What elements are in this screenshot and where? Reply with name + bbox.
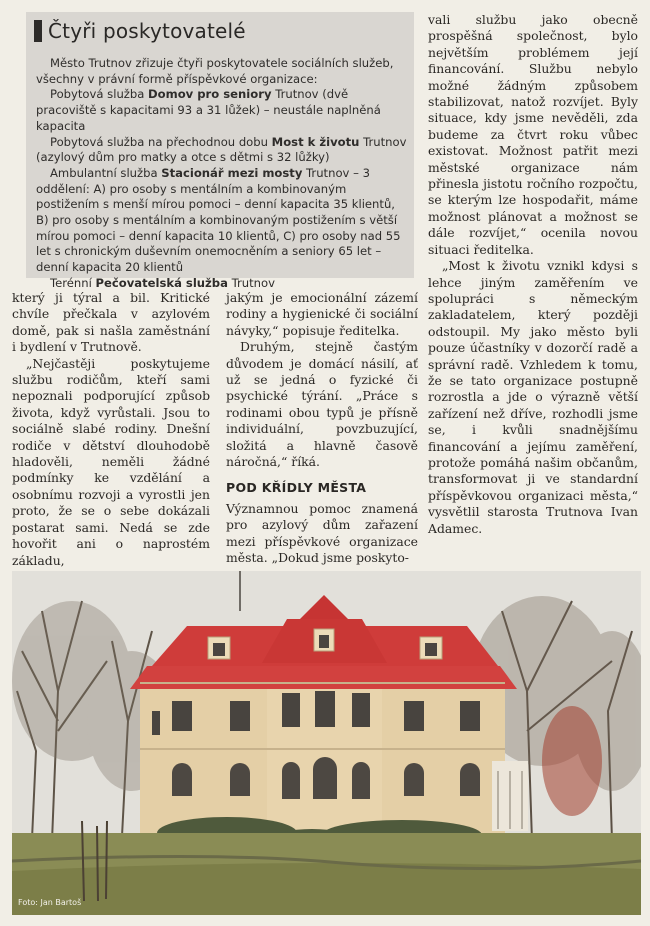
building-photo bbox=[12, 571, 641, 915]
paragraph: jakým je emocionální zázemí rodiny a hygienické či sociální návyky,“ popisuje ředitelka. bbox=[226, 290, 418, 338]
article-column-middle bbox=[226, 290, 418, 567]
paragraph: Významnou pomoc znamená pro azylový dům zařazení mezi příspěvkové organizace města. „Dokud jsme poskyto- bbox=[226, 500, 418, 566]
title-marker bbox=[34, 20, 42, 42]
info-box-body bbox=[36, 56, 408, 292]
paragraph: „Nejčastěji poskytujeme službu rodičům, kteří sami nepoznali podporující způsob života, když vyrůstali. Jsou to sociálně slabé rodiny. Dnešní rodiče v dětství dlouhodobě hladověli, neměli žádné podmínky ke vzdělání a osobnímu rozvoji a vyrostli jen proto, že se o sebe dokázali postarat sami. Nedá se zde hovořit ani o naprostém základu, bbox=[12, 355, 210, 568]
photo-credit: Foto: Jan Bartoš bbox=[18, 898, 82, 907]
section-subheading: POD KŘÍDLY MĚSTA bbox=[226, 480, 367, 496]
provider-item: Ambulantní služba Stacionář mezi mosty Trutnov – 3 oddělení: A) pro osoby s mentálním a kombinovaným postižením s menší mírou pomoci – denní kapacita 35 klientů, B) pro osoby s mentálním a kombinovaným postižením s větší mírou pomoci – denní kapacita 10 klientů, C) pro osoby nad 55 let s chronickým duševním onemocněním a seniory 65 let – denní kapacita 20 klientů bbox=[36, 165, 401, 275]
provider-name: Pečovatelská služba bbox=[95, 275, 228, 290]
info-box-intro: Město Trutnov zřizuje čtyři poskytovatele sociálních služeb, všechny v právní formě příspěvkové organizace: bbox=[36, 56, 394, 86]
provider-name: Stacionář mezi mosty bbox=[161, 165, 303, 180]
article-column-right bbox=[428, 12, 638, 537]
info-box-heading: Čtyři poskytovatelé bbox=[48, 19, 246, 43]
provider-item: Pobytová služba na přechodnou dobu Most k životu Trutnov (azylový dům pro matky a otce s dětmi s 32 lůžky) bbox=[36, 134, 407, 165]
article-column-left bbox=[12, 290, 210, 569]
provider-item: Pobytová služba Domov pro seniory Trutnov (dvě pracoviště s kapacitami 93 a 31 lůžek) – neustále naplněná kapacita bbox=[36, 87, 381, 133]
paragraph: „Most k životu vznikl kdysi s lehce jiným zaměřením ve spolupráci s německým zakladatelem, který později odstoupil. My jako město byli pouze účastníky v dozorčí radě a správní radě. Vzhledem k tomu, že se tato organizace postupně rozrostla a jde o výrazně větší zařízení než dříve, rozhodli jsme se, i kvůli snadnějšímu financování a jejímu zaměření, protože pomáhá našim občanům, transformovat ji ve standardní příspěvkovou organizaci města,“ vysvětlil starosta Trutnova Ivan Adamec. bbox=[428, 258, 638, 536]
provider-item: Terénní Pečovatelská služba Trutnov bbox=[50, 275, 275, 290]
villa-illustration bbox=[12, 571, 641, 915]
paragraph: Druhým, stejně častým důvodem je domácí násilí, ať už se jedná o fyzické či psychické týrání. „Práce s rodinami obou typů je přísně individuální, povzbuzující, složitá a hlavně časově náročná,“ říká. bbox=[226, 339, 418, 470]
provider-name: Most k životu bbox=[271, 134, 360, 149]
provider-name: Domov pro seniory bbox=[148, 87, 272, 102]
info-box bbox=[26, 12, 414, 290]
paragraph: vali službu jako obecně prospěšná společnost, bylo největším problémem její financování. Službu nebylo možné žádným způsobem stabilizovat, natož rozvíjet. Byly situace, kdy jsme nevěděli, zda budeme za čtvrt roku vůbec existovat. Možnost patřit mezi městské organizace nám přinesla jistotu ročního rozpočtu, se kterým lze hospodařit, máme možnost plánovat a možnost se dále rozvíjet,“ ocenila novou situaci ředitelka. bbox=[428, 12, 638, 257]
paragraph: který ji týral a bil. Kritické chvíle přečkala v azylovém domě, pak si našla zaměstnání i bydlení v Trutnově. bbox=[12, 290, 210, 355]
info-box-title bbox=[34, 16, 246, 46]
